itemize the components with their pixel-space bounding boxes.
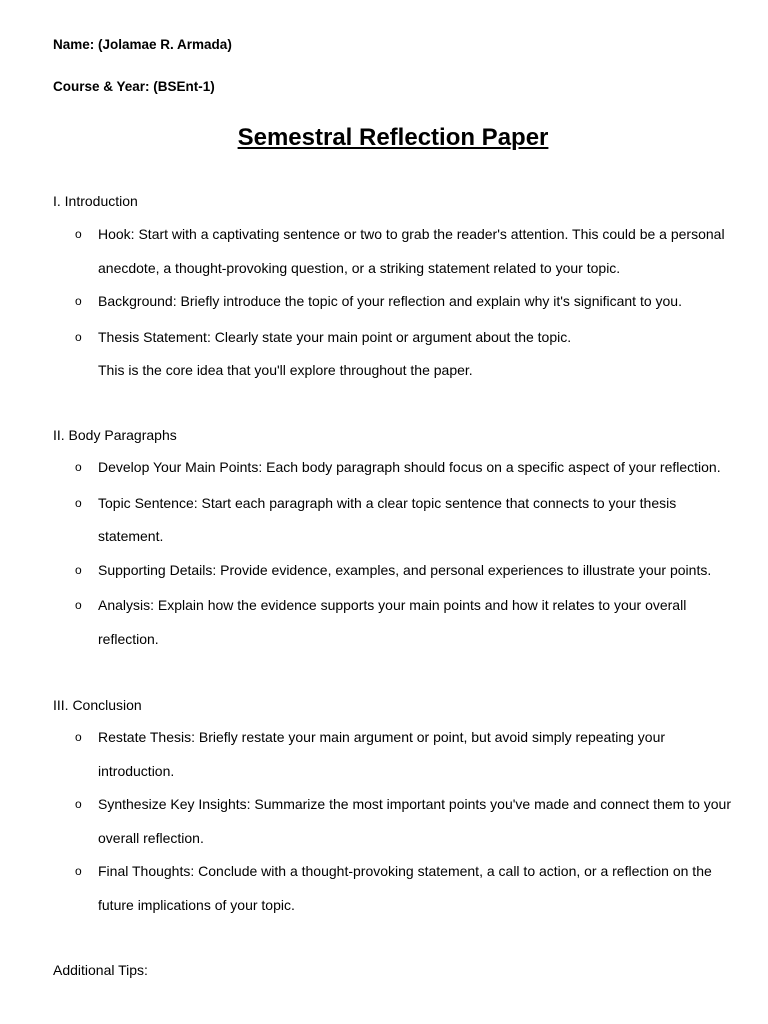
list-item-continuation: This is the core idea that you'll explore throughout the paper.	[98, 362, 473, 378]
list-item	[53, 721, 743, 788]
list-item-text: Hook: Start with a captivating sentence or two to grab the reader's attention. This could be a personal anecdote, a thought-provoking question, or a striking statement related to your topic.	[98, 226, 725, 276]
additional-tips-heading: Additional Tips:	[53, 962, 148, 978]
student-name: Name: (Jolamae R. Armada)	[53, 37, 232, 52]
bullet-marker: o	[75, 227, 82, 241]
list-item-text: Synthesize Key Insights: Summarize the most important points you've made and connect them to your overall reflection.	[98, 796, 731, 846]
list-item-text: Topic Sentence: Start each paragraph with a clear topic sentence that connects to your thesis statement.	[98, 494, 677, 544]
list-item	[53, 589, 743, 656]
list-item	[53, 554, 743, 588]
body-paragraphs-list	[53, 451, 743, 656]
list-item-text: Supporting Details: Provide evidence, examples, and personal experiences to illustrate your points.	[98, 561, 712, 578]
list-item	[53, 788, 743, 855]
bullet-marker: o	[75, 495, 82, 510]
bullet-marker: o	[75, 294, 82, 308]
course-year: Course & Year: (BSEnt-1)	[53, 79, 215, 94]
list-item-text: Background: Briefly introduce the topic of your reflection and explain why it's significant to you.	[98, 293, 682, 309]
bullet-marker: o	[75, 460, 82, 474]
section-heading-conclusion: III. Conclusion	[53, 697, 142, 713]
document-title: Semestral Reflection Paper	[237, 124, 549, 151]
list-item-text: Final Thoughts: Conclude with a thought-provoking statement, a call to action, or a reflection on the future implications of your topic.	[98, 863, 712, 913]
bullet-marker: o	[75, 864, 82, 878]
bullet-marker: o	[75, 598, 82, 612]
list-item	[53, 451, 743, 485]
list-item	[53, 285, 743, 319]
list-item-text: Analysis: Explain how the evidence supports your main points and how it relates to your overall reflection.	[98, 597, 687, 647]
section-heading-introduction: I. Introduction	[53, 193, 138, 209]
list-item	[53, 321, 743, 388]
list-item-text: Restate Thesis: Briefly restate your main argument or point, but avoid simply repeating your introduction.	[98, 729, 666, 779]
list-item-text: Thesis Statement: Clearly state your main point or argument about the topic.	[98, 328, 572, 345]
list-item-text: Develop Your Main Points: Each body paragraph should focus on a specific aspect of your reflection.	[98, 459, 721, 475]
conclusion-list	[53, 721, 743, 922]
introduction-list	[53, 218, 743, 388]
list-item	[53, 218, 743, 285]
bullet-marker: o	[75, 329, 82, 344]
section-heading-body-paragraphs: II. Body Paragraphs	[53, 427, 177, 443]
bullet-marker: o	[75, 730, 82, 744]
bullet-marker: o	[75, 562, 82, 577]
bullet-marker: o	[75, 797, 82, 811]
list-item	[53, 855, 743, 922]
list-item	[53, 487, 743, 554]
